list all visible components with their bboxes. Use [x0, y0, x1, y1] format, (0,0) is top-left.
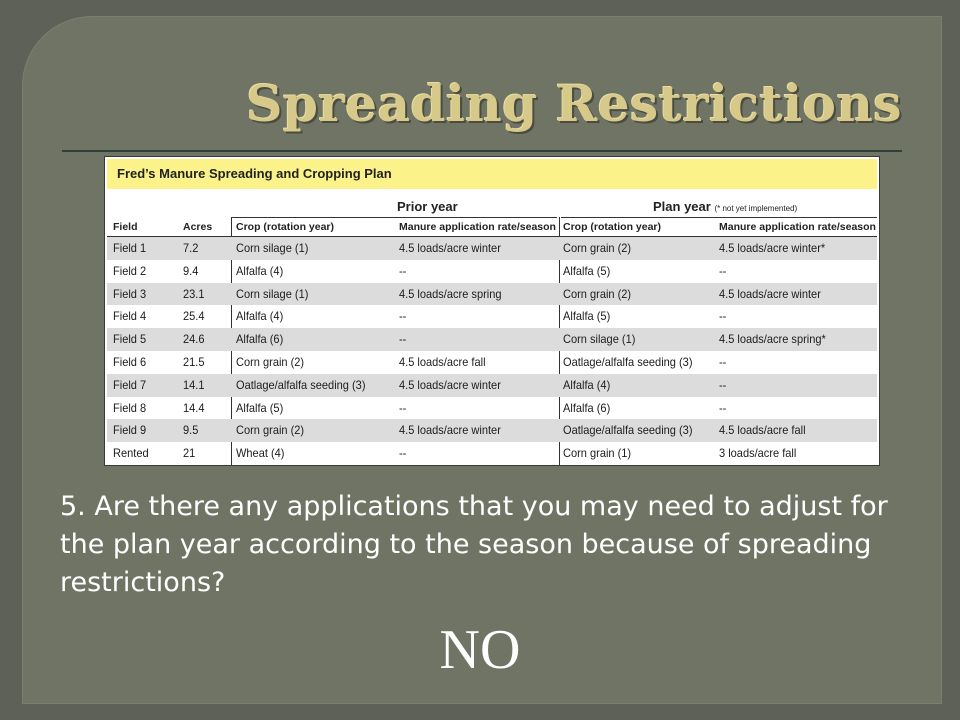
table-row	[107, 442, 877, 465]
plan-year-rule	[561, 217, 877, 218]
cell-prior-crop: Alfalfa (5)	[236, 400, 284, 415]
answer-text: NO	[439, 619, 521, 681]
col-head-prior-manure: Manure application rate/season	[399, 221, 556, 233]
cell-plan-crop: Alfalfa (5)	[563, 263, 611, 278]
cell-plan-manure: --	[719, 400, 727, 415]
cell-prior-manure: 4.5 loads/acre winter	[399, 423, 501, 438]
cropping-plan-table	[104, 156, 880, 466]
cell-plan-crop: Oatlage/alfalfa seeding (3)	[563, 423, 693, 438]
cell-prior-manure: 4.5 loads/acre spring	[399, 286, 502, 301]
cell-field: Field 5	[113, 332, 147, 347]
question-text: 5. Are there any applications that you may need to adjust for the plan year according to the season because of spreading restrictions?	[60, 491, 888, 598]
cell-acres: 24.6	[183, 332, 205, 347]
cell-prior-manure: --	[399, 309, 407, 324]
cell-prior-crop: Corn grain (2)	[236, 423, 305, 438]
cell-prior-manure: 4.5 loads/acre winter	[399, 241, 501, 255]
cell-field: Rented	[113, 446, 149, 461]
table-row	[107, 260, 877, 283]
col-head-plan-manure: Manure application rate/season	[719, 221, 876, 233]
title-divider	[62, 150, 902, 152]
cell-prior-crop: Alfalfa (4)	[236, 309, 284, 324]
cell-field: Field 4	[113, 309, 147, 324]
group-head-prior-year: Prior year	[397, 199, 458, 214]
cell-plan-manure: 4.5 loads/acre winter	[719, 286, 821, 301]
cell-plan-crop: Corn grain (1)	[563, 446, 632, 461]
cell-prior-manure: 4.5 loads/acre winter	[399, 377, 501, 392]
col-head-prior-crop: Crop (rotation year)	[236, 221, 335, 233]
cell-field: Field 3	[113, 286, 147, 301]
table-row	[107, 237, 877, 260]
cell-acres: 14.4	[183, 400, 205, 415]
cell-prior-crop: Corn grain (2)	[236, 354, 305, 369]
cell-prior-crop: Alfalfa (4)	[236, 263, 284, 278]
table-caption-band	[107, 159, 877, 189]
cell-prior-manure: --	[399, 263, 407, 278]
table-row	[107, 419, 877, 442]
cell-field: Field 8	[113, 400, 147, 415]
table-row	[107, 283, 877, 306]
cell-plan-manure: 4.5 loads/acre spring*	[719, 332, 826, 347]
cell-prior-manure: --	[399, 400, 407, 415]
cell-plan-manure: --	[719, 309, 727, 324]
cell-prior-crop: Corn silage (1)	[236, 241, 309, 255]
cell-prior-crop: Corn silage (1)	[236, 286, 309, 301]
cell-acres: 21.5	[183, 354, 205, 369]
plan-year-label: Plan year	[653, 199, 711, 214]
slide-title: Spreading Restrictions	[246, 74, 902, 133]
cell-prior-manure: --	[399, 446, 407, 461]
table-row	[107, 305, 877, 328]
cell-plan-manure: --	[719, 377, 727, 392]
cell-plan-manure: 4.5 loads/acre fall	[719, 423, 806, 438]
cell-plan-crop: Alfalfa (6)	[563, 400, 611, 415]
cell-field: Field 6	[113, 354, 147, 369]
col-head-field: Field	[113, 221, 138, 233]
cell-acres: 7.2	[183, 241, 199, 255]
cell-acres: 9.4	[183, 263, 199, 278]
cell-prior-crop: Wheat (4)	[236, 446, 285, 461]
cell-plan-crop: Alfalfa (5)	[563, 309, 611, 324]
group-head-plan-year	[653, 199, 797, 214]
col-head-acres: Acres	[183, 221, 213, 233]
cell-plan-manure: 3 loads/acre fall	[719, 446, 797, 461]
cell-plan-crop: Alfalfa (4)	[563, 377, 611, 392]
cell-prior-crop: Oatlage/alfalfa seeding (3)	[236, 377, 366, 392]
table-caption: Fred’s Manure Spreading and Cropping Plan	[117, 166, 392, 181]
table-row	[107, 374, 877, 397]
table-body	[107, 237, 877, 465]
prior-year-rule	[231, 217, 557, 218]
cell-acres: 9.5	[183, 423, 199, 438]
cell-plan-manure: --	[719, 354, 727, 369]
cell-acres: 23.1	[183, 286, 205, 301]
cell-acres: 14.1	[183, 377, 205, 392]
cell-plan-crop: Corn grain (2)	[563, 286, 632, 301]
cell-field: Field 2	[113, 263, 147, 278]
cell-field: Field 1	[113, 241, 147, 255]
cell-prior-manure: --	[399, 332, 407, 347]
cell-acres: 21	[183, 446, 196, 461]
table-row	[107, 328, 877, 351]
cell-prior-crop: Alfalfa (6)	[236, 332, 284, 347]
cell-plan-crop: Oatlage/alfalfa seeding (3)	[563, 354, 693, 369]
col-head-plan-crop: Crop (rotation year)	[563, 221, 662, 233]
cell-plan-crop: Corn grain (2)	[563, 241, 632, 255]
cell-plan-manure: --	[719, 263, 727, 278]
cell-field: Field 9	[113, 423, 147, 438]
cell-plan-manure: 4.5 loads/acre winter*	[719, 241, 826, 255]
plan-year-note: (* not yet implemented)	[714, 204, 798, 213]
cell-field: Field 7	[113, 377, 147, 392]
table-row	[107, 397, 877, 420]
cell-plan-crop: Corn silage (1)	[563, 332, 636, 347]
cell-acres: 25.4	[183, 309, 205, 324]
cell-prior-manure: 4.5 loads/acre fall	[399, 354, 486, 369]
table-row	[107, 351, 877, 374]
